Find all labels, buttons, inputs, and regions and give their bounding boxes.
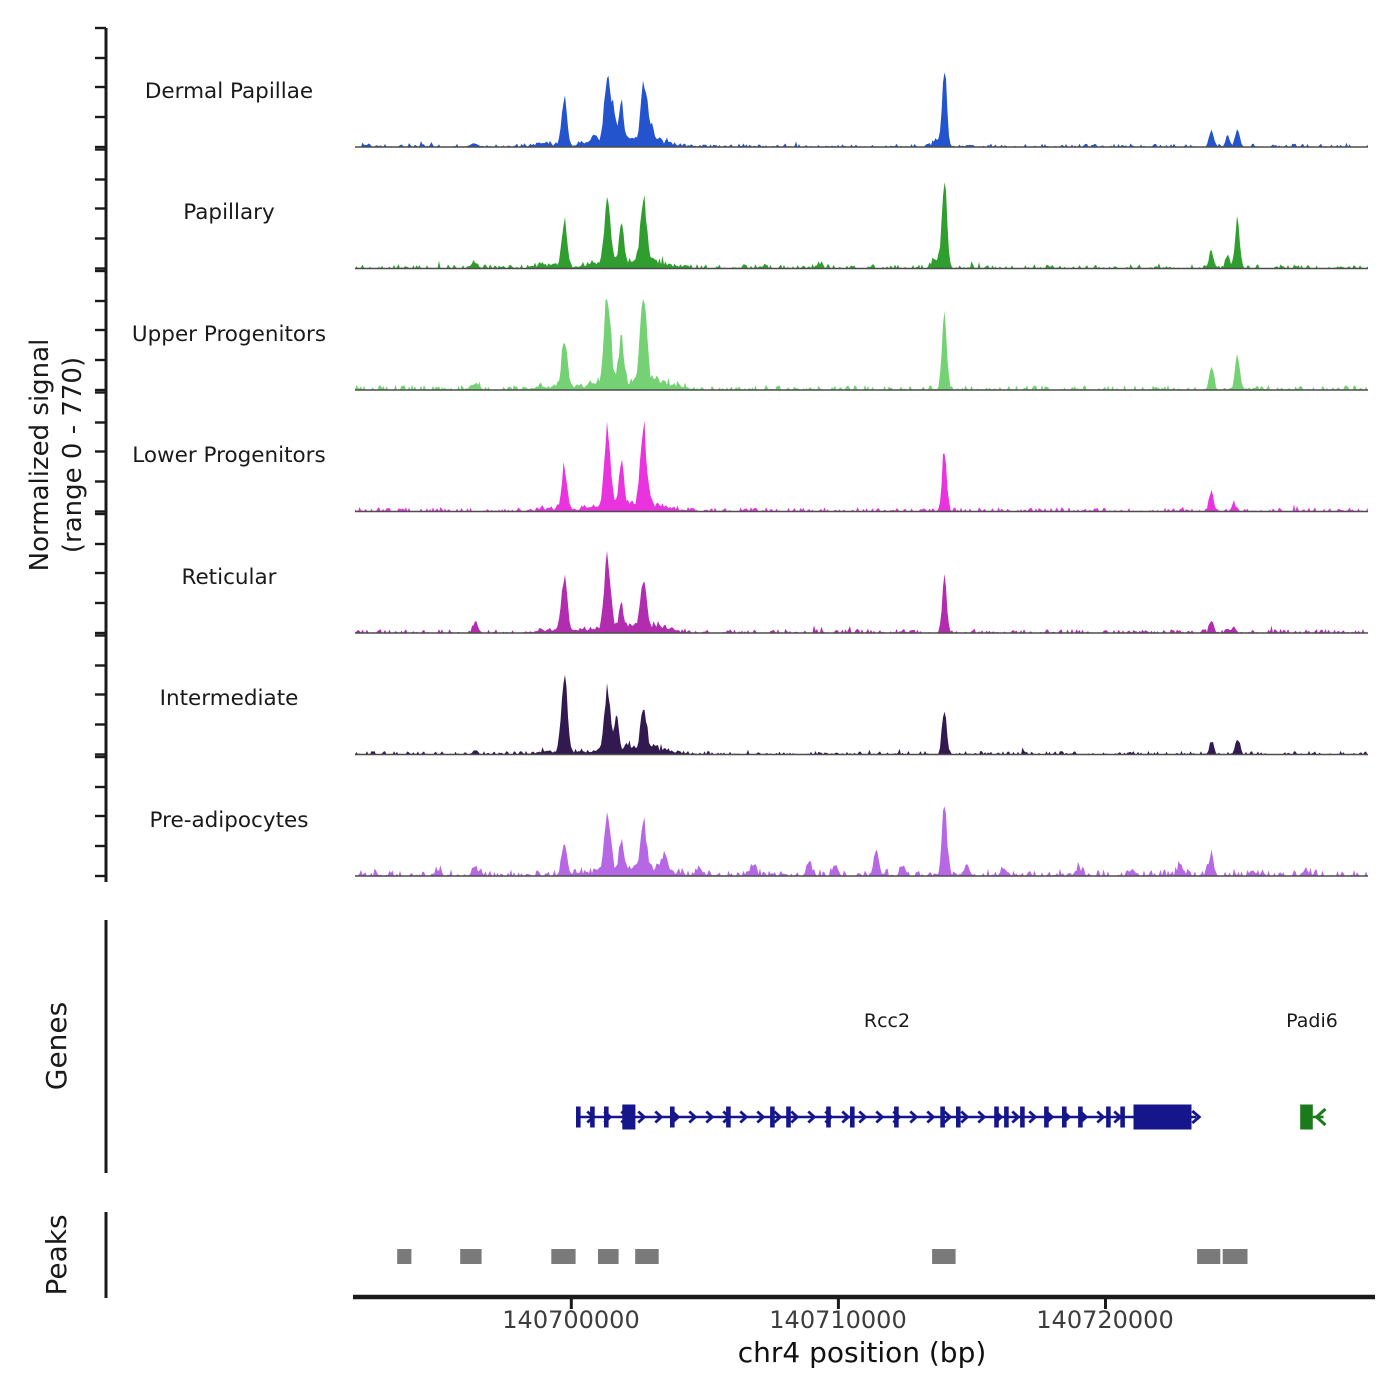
peak-interval bbox=[1197, 1249, 1220, 1264]
signal-track-upper-progenitors bbox=[355, 299, 1368, 390]
gene-label-padi6: Padi6 bbox=[1286, 1010, 1338, 1032]
peak-interval bbox=[635, 1249, 659, 1264]
y-axis-label-line1: Normalized signal bbox=[25, 338, 55, 572]
track-label-papillary: Papillary bbox=[183, 200, 275, 225]
peak-interval bbox=[932, 1249, 956, 1264]
peak-interval bbox=[397, 1249, 411, 1264]
peak-interval bbox=[460, 1249, 481, 1264]
peak-interval bbox=[1223, 1249, 1248, 1264]
peaks-section bbox=[106, 1212, 1248, 1298]
signal-track-intermediate bbox=[355, 675, 1368, 755]
track-label-upper-progenitors: Upper Progenitors bbox=[131, 322, 327, 347]
gene-model-padi6 bbox=[1300, 1105, 1325, 1130]
x-tick-140700000: 140700000 bbox=[502, 1306, 640, 1334]
signal-track-papillary bbox=[355, 182, 1368, 268]
track-label-reticular: Reticular bbox=[181, 565, 277, 590]
x-tick-140710000: 140710000 bbox=[769, 1306, 907, 1334]
x-axis-title: chr4 position (bp) bbox=[737, 1336, 987, 1369]
genes-section-label: Genes bbox=[40, 1001, 73, 1091]
peak-interval bbox=[551, 1249, 575, 1264]
y-axis-label-line2: (range 0 - 770) bbox=[58, 356, 88, 554]
peaks-section-label: Peaks bbox=[40, 1214, 73, 1296]
track-label-pre-adipocytes: Pre-adipocytes bbox=[149, 808, 309, 833]
y-axis-label bbox=[24, 45, 90, 865]
peak-interval bbox=[598, 1249, 619, 1264]
track-label-dermal-papillae: Dermal Papillae bbox=[144, 79, 314, 104]
signal-track-dermal-papillae bbox=[355, 72, 1368, 147]
signal-track-pre-adipocytes bbox=[355, 806, 1368, 876]
gene-model-rcc2 bbox=[576, 1105, 1199, 1130]
track-label-lower-progenitors: Lower Progenitors bbox=[132, 443, 326, 468]
track-label-intermediate: Intermediate bbox=[159, 686, 299, 711]
signal-track-lower-progenitors bbox=[355, 421, 1368, 512]
signal-track-reticular bbox=[355, 551, 1368, 633]
x-tick-140720000: 140720000 bbox=[1036, 1306, 1174, 1334]
gene-label-rcc2: Rcc2 bbox=[863, 1010, 911, 1032]
